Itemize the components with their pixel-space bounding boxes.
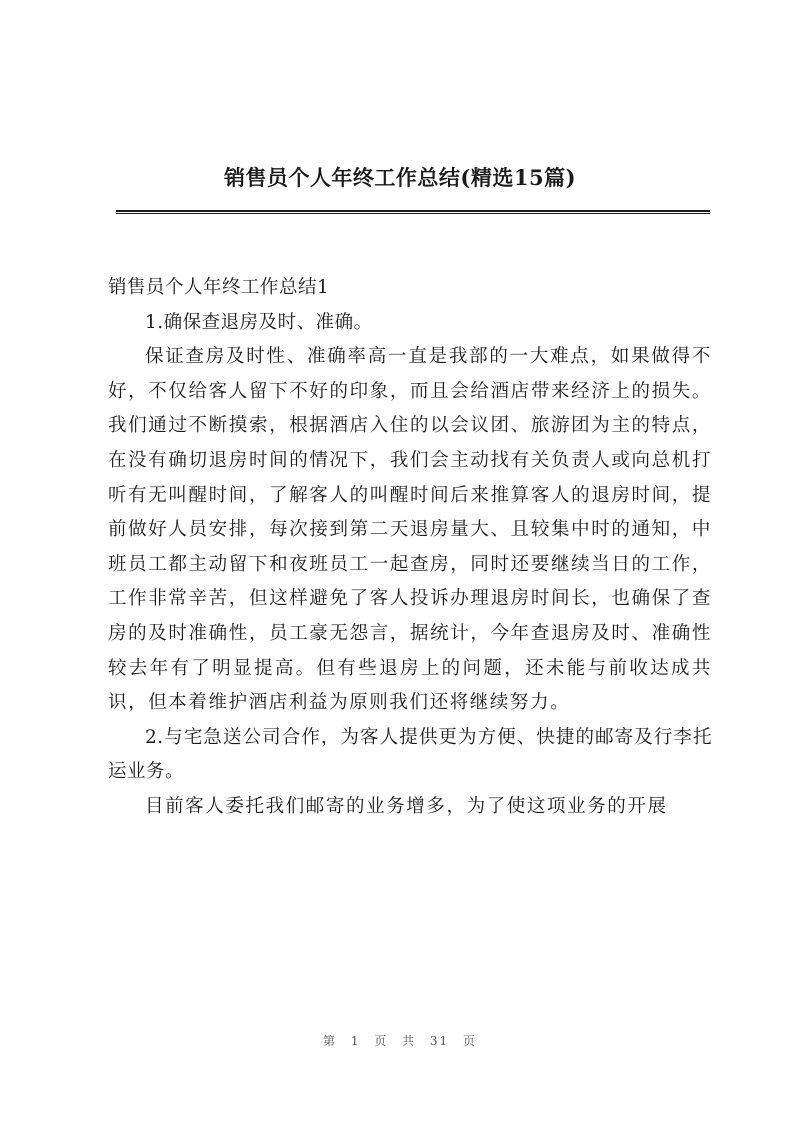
section-heading: 销售员个人年终工作总结1: [108, 277, 330, 298]
page-number-footer: 第 1 页 共 31 页: [323, 1034, 477, 1048]
item-heading-1: 1.确保查退房及时、准确。: [145, 311, 373, 333]
item-heading-2: 2.与宅急送公司合作，为客人提供更为方便、快捷的邮寄及行李托运业务。: [108, 726, 712, 783]
document-title: 销售员个人年终工作总结(精选15篇): [223, 165, 577, 190]
body-paragraph-1: 保证查房及时性、准确率高一直是我部的一大难点，如果做得不好，不仅给客人留下不好的印象，而且会给酒店带来经济上的损失。我们通过不断摸索，根据酒店入住的以会议团、旅游团为主的特点，在没有确切退房时间的情况下，我们会主动找有关负责人或向总机打听有无叫醒时间，了解客人的叫醒时间后来推算客人的退房时间，提前做好人员安排，每次接到第二天退房量大、且较集中时的通知，中班员工都主动留下和夜班员工一起查房，同时还要继续当日的工作，工作非常辛苦，但这样避免了客人投诉办理退房时间长，也确保了查房的及时准确性，员工豪无怨言，据统计，今年查退房及时、准确性较去年有了明显提高。但有些退房上的问题，还未能与前收达成共识，但本着维护酒店利益为原则我们还将继续努力。: [108, 346, 712, 714]
document-body: [108, 271, 712, 825]
body-paragraph-2: 目前客人委托我们邮寄的业务增多，为了使这项业务的开展: [145, 795, 668, 817]
title-underline-divider: [116, 210, 710, 214]
